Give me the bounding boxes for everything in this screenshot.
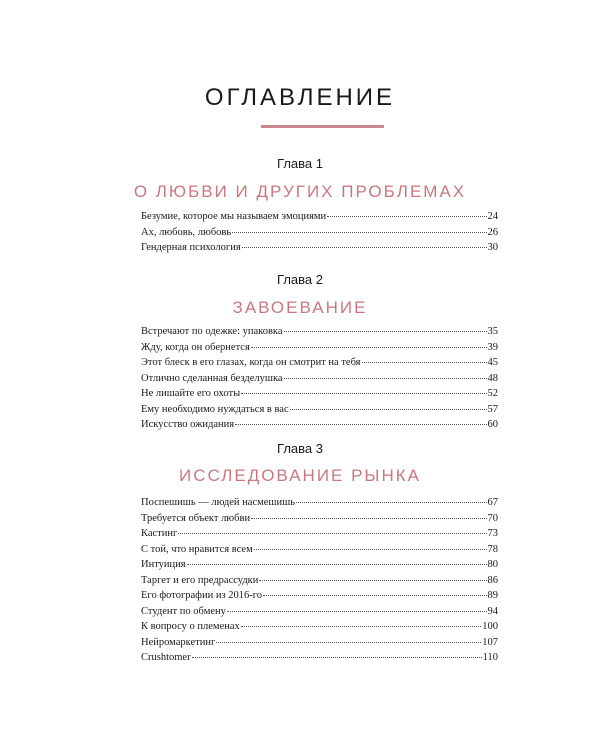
dot-leader [362,354,487,363]
dot-leader [216,633,481,642]
toc-entry-title: Требуется объект любви [141,512,251,524]
toc-entry-title: Crushtomer [141,652,191,663]
toc-entry-title: Его фотографии из 2016-го [141,590,263,601]
dot-leader [327,208,486,217]
dot-leader [259,571,486,580]
dot-leader [232,223,486,232]
toc-entry-title: Гендерная психология [141,242,241,253]
chapter-2-name: ЗАВОЕВАНИЕ [232,298,368,317]
dot-leader [263,587,486,596]
toc-entry-page: 60 [487,419,498,430]
dot-leader [241,618,481,627]
dot-leader [251,509,486,518]
toc-entry-title: Ему необходимо нуждаться в вас [141,403,289,415]
toc-entry-page: 26 [487,226,498,238]
toc-entry-title: К вопросу о племенах [141,621,240,632]
toc-entry-page: 70 [487,512,498,524]
toc-entry-page: 94 [487,605,498,617]
toc-entry-page: 78 [487,543,498,555]
toc-entry-title: Поспешишь — людей насмешишь [141,497,295,508]
toc-entry-page: 48 [487,372,498,384]
dot-leader [241,385,486,394]
toc-entry-page: 86 [487,574,498,586]
dot-leader [290,400,487,409]
toc-entry-page: 39 [487,341,498,353]
toc-entry [141,417,498,433]
toc-entry-title: Искусство ожидания [141,419,235,430]
toc-entry [141,240,498,256]
chapter-1-label: Глава 1 [277,156,323,171]
toc-entry-page: 45 [487,357,498,368]
toc-entry-page: 110 [482,652,498,663]
dot-leader [227,602,487,611]
chapter-3-entries [141,495,498,666]
toc-entry-page: 80 [487,559,498,570]
dot-leader [235,416,486,425]
toc-entry [141,650,498,666]
chapter-1-entries [141,209,498,256]
title-underline [261,125,384,128]
toc-entry-page: 73 [487,528,498,539]
toc-entry-title: Безумие, которое мы называем эмоциями [141,211,327,222]
toc-entry-title: Интуиция [141,559,186,570]
dot-leader [242,239,487,248]
toc-entry-title: Ах, любовь, любовь [141,226,232,238]
toc-entry-page: 35 [487,326,498,337]
toc-entry-title: Студент по обмену [141,605,226,617]
dot-leader [251,338,487,347]
chapter-3-label: Глава 3 [277,441,323,456]
chapter-1-name: О ЛЮБВИ И ДРУГИХ ПРОБЛЕМАХ [133,182,467,201]
toc-entry-title: Жду, когда он обернется [141,341,250,353]
toc-entry-title: Кастинг [141,528,178,539]
chapter-3-name: ИССЛЕДОВАНИЕ РЫНКА [178,466,422,485]
dot-leader [254,540,487,549]
toc-entry-title: Этот блеск в его глазах, когда он смотрит на тебя [141,357,361,368]
chapter-2-entries [141,324,498,433]
toc-entry-title: Встречают по одежке: упаковка [141,326,283,337]
toc-entry-page: 24 [487,211,498,222]
toc-entry-title: Не лишайте его охоты [141,388,241,399]
toc-entry-title: Нейромаркетинг [141,636,216,648]
toc-entry-title: Таргет и его предрассудки [141,574,259,586]
toc-entry-page: 57 [487,403,498,415]
toc-entry-title: Отлично сделанная безделушка [141,372,283,384]
dot-leader [187,556,487,565]
dot-leader [178,525,486,534]
toc-entry-page: 52 [487,388,498,399]
dot-leader [192,649,482,658]
toc-entry-page: 89 [487,590,498,601]
toc-entry-page: 30 [487,242,498,253]
dot-leader [284,323,487,332]
page-title: ОГЛАВЛЕНИЕ [204,84,396,111]
toc-entry-page: 67 [487,497,498,508]
toc-entry-page: 107 [482,636,498,648]
toc-entry-page: 100 [482,621,498,632]
dot-leader [284,369,487,378]
dot-leader [296,494,487,503]
toc-entry-title: С той, что нравится всем [141,543,253,555]
chapter-2-label: Глава 2 [277,272,323,287]
